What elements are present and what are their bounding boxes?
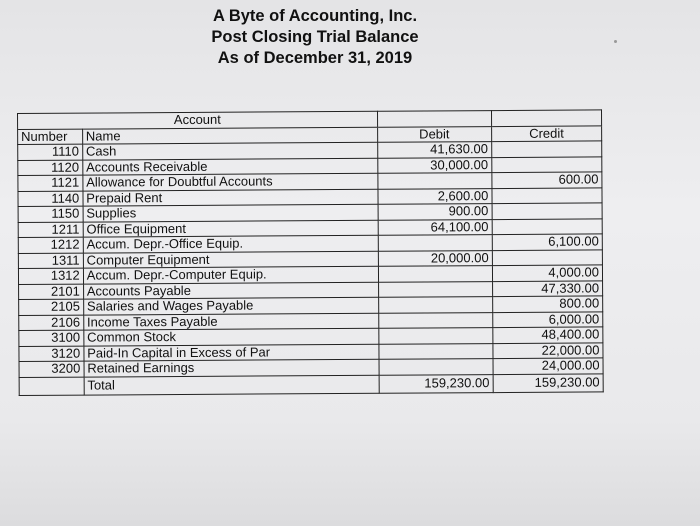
credit-amount: 600.00 xyxy=(492,172,602,188)
debit-amount xyxy=(378,328,492,344)
credit-amount xyxy=(492,156,602,172)
credit-amount: 22,000.00 xyxy=(493,342,603,358)
account-number: 1211 xyxy=(18,222,83,238)
account-name: Paid-In Capital in Excess of Par xyxy=(84,344,379,361)
account-number: 1140 xyxy=(18,191,83,207)
total-row xyxy=(19,373,603,395)
credit-amount: 6,100.00 xyxy=(492,234,602,250)
credit-amount: 48,400.00 xyxy=(493,327,603,343)
account-name: Computer Equipment xyxy=(83,251,378,268)
total-debit: 159,230.00 xyxy=(379,374,493,393)
name-header: Name xyxy=(82,127,377,144)
account-name: Accounts Receivable xyxy=(83,158,378,175)
account-name: Salaries and Wages Payable xyxy=(83,297,378,314)
credit-amount: 800.00 xyxy=(492,296,602,312)
credit-amount xyxy=(491,141,601,157)
report-date: As of December 31, 2019 xyxy=(217,49,413,67)
debit-amount: 64,100.00 xyxy=(378,219,492,235)
account-name: Accum. Depr.-Office Equip. xyxy=(83,235,378,252)
total-label: Total xyxy=(84,375,379,395)
debit-amount xyxy=(379,359,493,375)
debit-amount xyxy=(378,297,492,313)
credit-amount: 47,330.00 xyxy=(492,280,602,296)
debit-amount: 2,600.00 xyxy=(378,188,492,204)
account-header: Account xyxy=(18,111,378,129)
account-name: Retained Earnings xyxy=(84,359,379,376)
total-number-cell xyxy=(19,377,84,395)
debit-amount: 20,000.00 xyxy=(378,250,492,266)
account-name: Accum. Depr.-Computer Equip. xyxy=(83,266,378,283)
account-number: 1121 xyxy=(18,175,83,191)
account-name: Allowance for Doubtful Accounts xyxy=(83,173,378,190)
account-number: 1110 xyxy=(18,144,83,160)
credit-amount xyxy=(492,249,602,265)
debit-amount: 41,630.00 xyxy=(377,142,491,158)
account-number: 2101 xyxy=(19,284,84,300)
debit-amount: 30,000.00 xyxy=(377,157,491,173)
debit-amount xyxy=(378,312,492,328)
account-number: 2106 xyxy=(19,315,84,331)
debit-amount xyxy=(378,266,492,282)
account-number: 1311 xyxy=(18,253,83,269)
account-name: Common Stock xyxy=(84,328,379,345)
number-header: Number xyxy=(18,129,83,145)
credit-amount: 6,000.00 xyxy=(492,311,602,327)
report-title: Post Closing Trial Balance xyxy=(211,28,419,46)
credit-amount xyxy=(492,187,602,203)
account-number: 1312 xyxy=(18,268,83,284)
trial-balance-table xyxy=(17,109,604,395)
debit-amount xyxy=(378,173,492,189)
account-number: 1150 xyxy=(18,206,83,222)
debit-header: Debit xyxy=(377,126,491,142)
account-number: 1212 xyxy=(18,237,83,253)
account-name: Cash xyxy=(82,142,377,159)
account-number: 2105 xyxy=(19,299,84,315)
credit-header: Credit xyxy=(491,125,601,141)
account-name: Supplies xyxy=(83,204,378,221)
debit-amount xyxy=(378,281,492,297)
report-header xyxy=(150,6,480,69)
paper-speck xyxy=(614,40,617,43)
account-name: Income Taxes Payable xyxy=(83,313,378,330)
debit-amount xyxy=(378,235,492,251)
debit-amount xyxy=(379,343,493,359)
account-name: Office Equipment xyxy=(83,220,378,237)
credit-amount: 4,000.00 xyxy=(492,265,602,281)
company-name: A Byte of Accounting, Inc. xyxy=(212,7,418,25)
account-number: 1120 xyxy=(18,160,83,176)
account-name: Prepaid Rent xyxy=(83,189,378,206)
account-name: Accounts Payable xyxy=(83,282,378,299)
credit-amount xyxy=(492,218,602,234)
account-number: 3100 xyxy=(19,330,84,346)
account-number: 3120 xyxy=(19,346,84,362)
total-credit: 159,230.00 xyxy=(493,373,603,392)
credit-amount: 24,000.00 xyxy=(493,358,603,374)
debit-amount: 900.00 xyxy=(378,204,492,220)
account-number: 3200 xyxy=(19,361,84,377)
credit-amount xyxy=(492,203,602,219)
